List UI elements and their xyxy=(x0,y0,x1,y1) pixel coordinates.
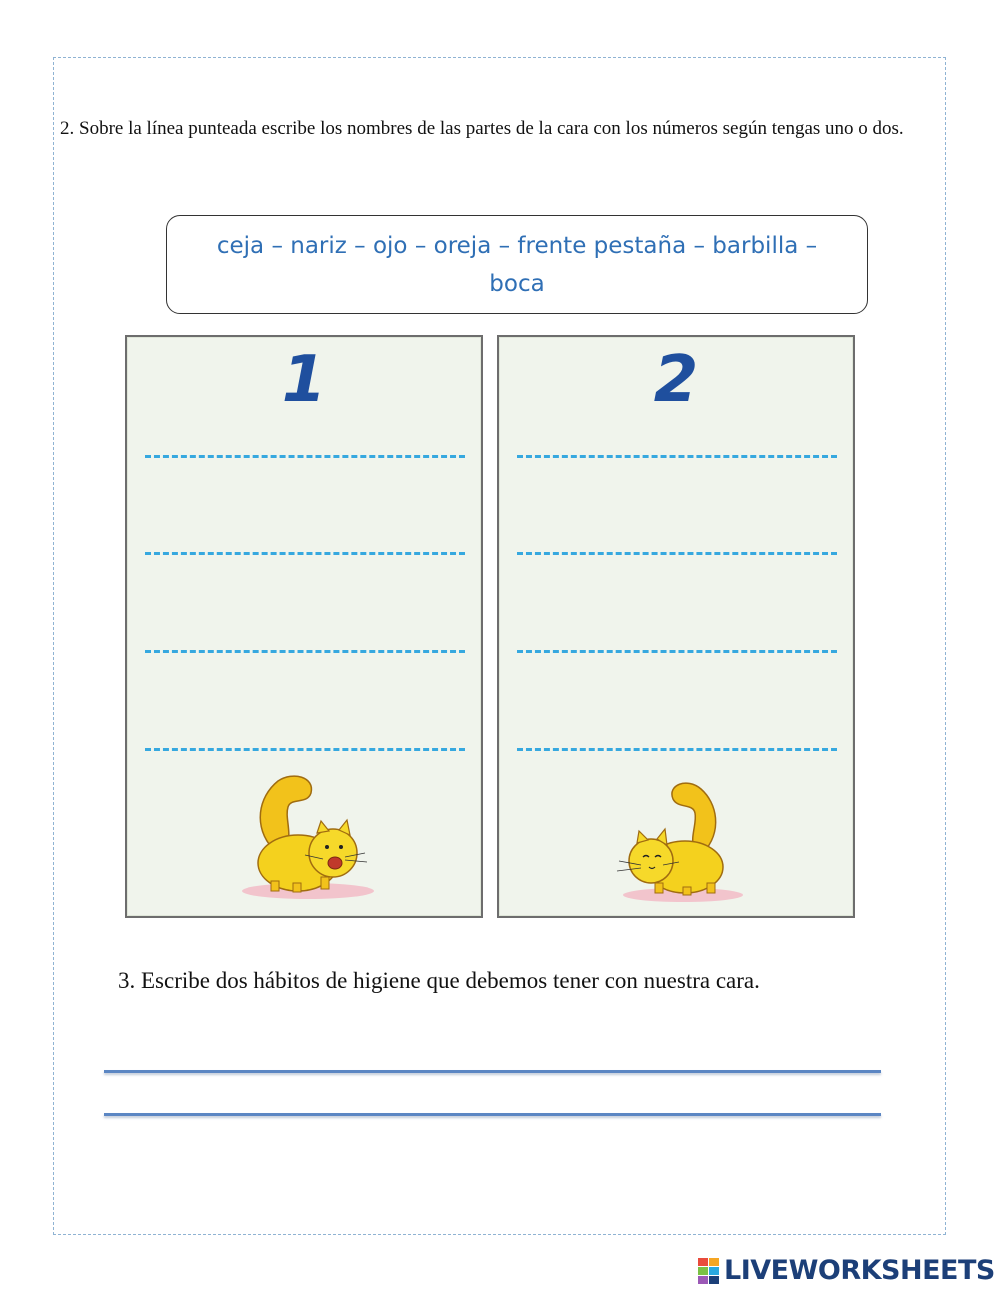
exercise-3-question: 3. Escribe dos hábitos de higiene que debemos tener con nuestra cara. xyxy=(118,968,760,993)
answer-line-1-1[interactable] xyxy=(145,455,465,458)
cat-facing-right-icon xyxy=(233,767,383,917)
panel-number-one: 1 xyxy=(281,343,327,417)
answer-line-2-4[interactable] xyxy=(517,748,837,751)
liveworksheets-brand[interactable] xyxy=(698,1255,995,1286)
word-bank-text: ceja – nariz – ojo – oreja – frente pestaña – barbilla – boca xyxy=(216,232,818,297)
answer-line-2-3[interactable] xyxy=(517,650,837,653)
cat-facing-left-icon xyxy=(605,767,755,917)
panel-one xyxy=(125,335,483,918)
answer-line-1-2[interactable] xyxy=(145,552,465,555)
brand-name: LIVEWORKSHEETS xyxy=(724,1255,995,1286)
answer-line-1-3[interactable] xyxy=(145,650,465,653)
answer-line-2-1[interactable] xyxy=(517,455,837,458)
answer-line-2-2[interactable] xyxy=(517,552,837,555)
liveworksheets-logo-icon xyxy=(698,1258,720,1284)
panel-two xyxy=(497,335,855,918)
answer-line-hygiene-2[interactable] xyxy=(104,1113,881,1116)
word-bank-box xyxy=(166,215,868,314)
panel-number-two: 2 xyxy=(653,343,699,417)
exercise-2-instruction: 2. Sobre la línea punteada escribe los nombres de las partes de la cara con los números según tengas uno o dos. xyxy=(60,118,904,139)
answer-line-hygiene-1[interactable] xyxy=(104,1070,881,1073)
answer-line-1-4[interactable] xyxy=(145,748,465,751)
